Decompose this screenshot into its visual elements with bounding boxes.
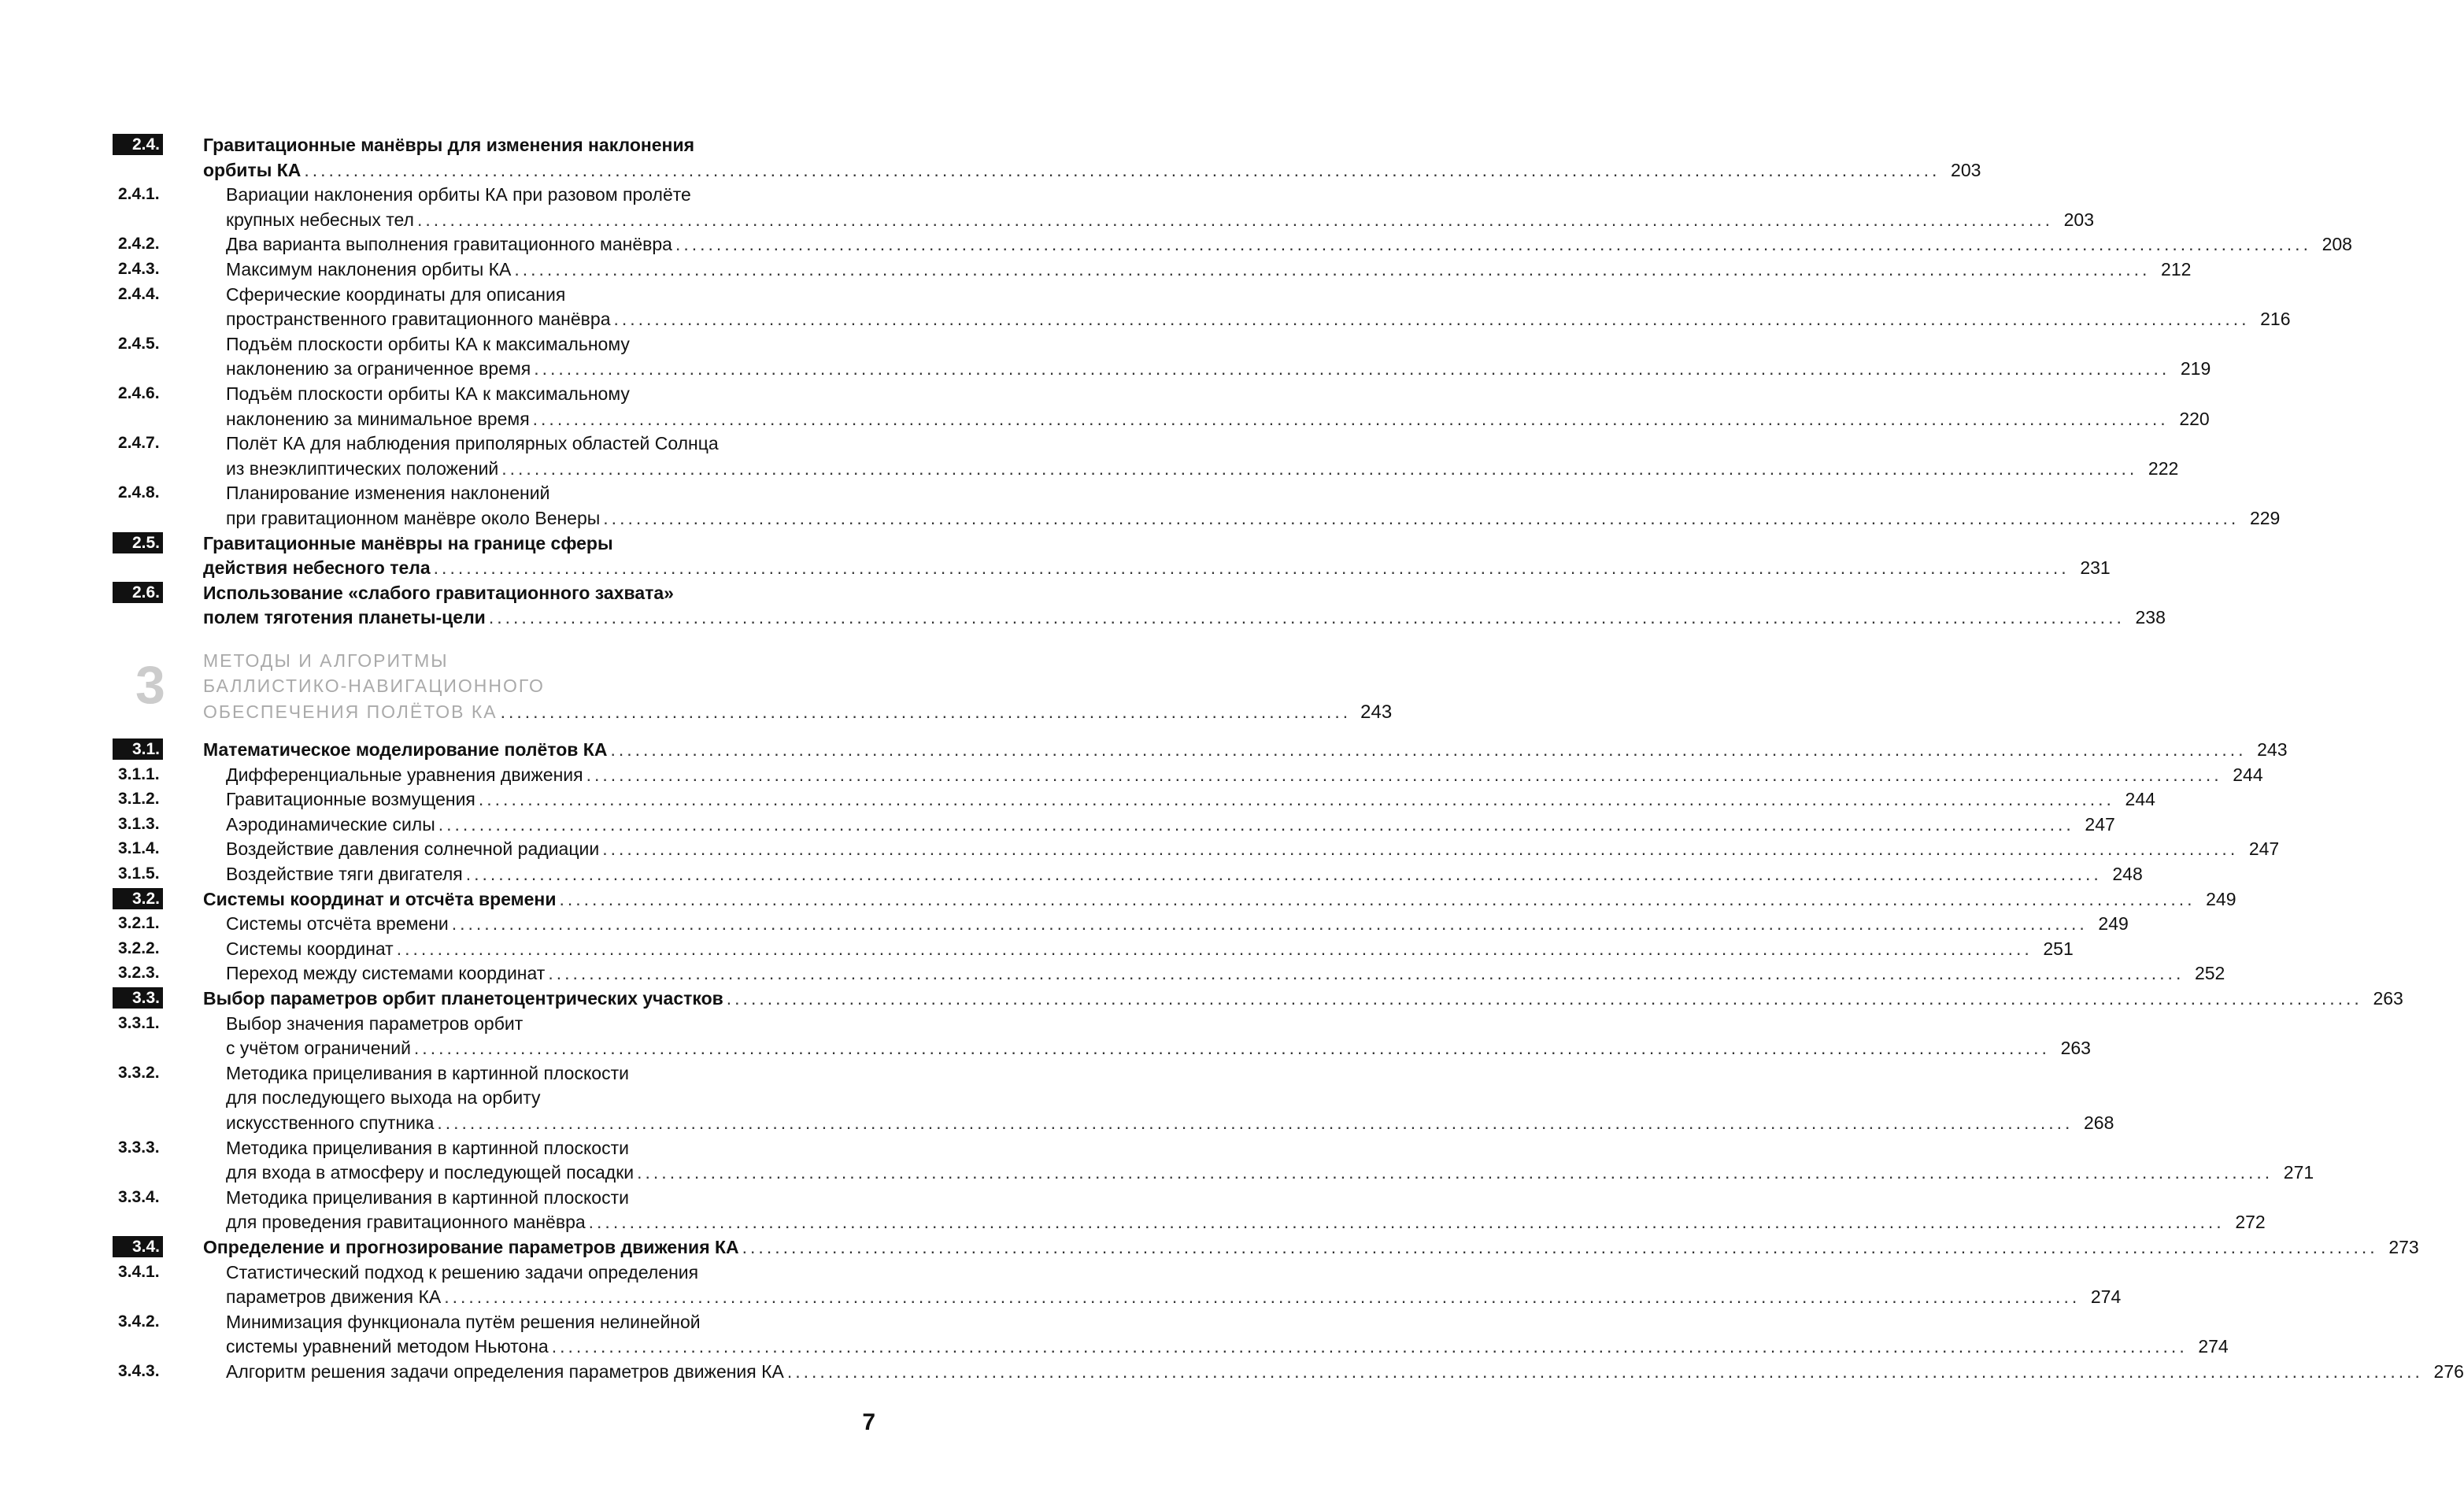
entry-title-text: системы уравнений методом Ньютона <box>226 1334 549 1359</box>
subsection-number: 3.3.4. <box>118 1186 181 1208</box>
entry-page-number: 229 <box>2244 505 2280 531</box>
dot-leader: ........................................................................................................................................................................................................ <box>304 157 1940 183</box>
subsection-number: 2.4.3. <box>118 258 181 279</box>
section-number-badge: 3.1. <box>113 738 163 760</box>
section-number-badge: 2.4. <box>113 134 163 155</box>
entry-title-line: Вариации наклонения орбиты КА при разовом пролёте <box>226 182 691 207</box>
subsection-number: 2.4.7. <box>118 432 181 453</box>
section-number-badge: 3.3. <box>113 987 163 1009</box>
entry-title-text: Системы координат <box>226 936 394 961</box>
entry-page-number: 263 <box>2367 986 2403 1011</box>
entry-title-text: орбиты КА <box>203 157 301 183</box>
entry-title-line: Полёт КА для наблюдения приполярных областей Солнца <box>226 431 719 456</box>
dot-leader: ........................................................................................................................................................................................................ <box>603 505 2239 531</box>
entry-title-text: Выбор параметров орбит планетоцентрических участков <box>203 986 723 1011</box>
entry-title-line <box>226 961 891 986</box>
entry-title-line: Сферические координаты для описания <box>226 282 565 307</box>
subsection-number: 2.4.6. <box>118 383 181 404</box>
entry-title-line <box>226 861 891 887</box>
entry-title-text: наклонению за ограниченное время <box>226 356 531 381</box>
entry-title-line <box>226 787 891 812</box>
entry-title-line: для последующего выхода на орбиту <box>226 1085 541 1110</box>
dot-leader: ........................................................................................................................................................................................................ <box>637 1160 2273 1185</box>
entry-page-number: 249 <box>2092 911 2129 936</box>
dot-leader: ........................................................................................................................................................................................................ <box>434 555 2070 580</box>
entry-title-text: для входа в атмосферу и последующей посадки <box>226 1160 634 1185</box>
entry-title-text: Математическое моделирование полётов КА <box>203 737 607 762</box>
entry-title-text: крупных небесных тел <box>226 207 414 232</box>
entry-title-text: Воздействие давления солнечной радиации <box>226 836 599 861</box>
entry-title-line <box>226 1359 891 1384</box>
entry-page-number: 243 <box>2251 737 2288 762</box>
dot-leader: ........................................................................................................................................................................................................ <box>417 207 2053 232</box>
subsection-number: 3.2.1. <box>118 912 181 934</box>
dot-leader: ........................................................................................................................................................................................................ <box>589 1209 2225 1234</box>
entry-title-line <box>226 1209 891 1234</box>
entry-title-line <box>203 1234 891 1260</box>
dot-leader: ........................................................................................................................................................................................................ <box>602 836 2238 861</box>
entry-title-text: полем тяготения планеты-цели <box>203 605 486 630</box>
subsection-number: 3.1.5. <box>118 863 181 884</box>
entry-title-line <box>226 1284 891 1309</box>
entry-title-text: Алгоритм решения задачи определения параметров движения КА <box>226 1359 784 1384</box>
entry-title-line <box>226 231 891 257</box>
entry-title-line <box>226 306 891 331</box>
subsection-number: 2.4.1. <box>118 183 181 205</box>
subsection-number: 3.1.3. <box>118 813 181 835</box>
dot-leader: ........................................................................................................................................................................................................ <box>727 986 2362 1011</box>
entry-title-text: Переход между системами координат <box>226 961 545 986</box>
entry-title-line <box>203 555 891 580</box>
subsection-number: 3.4.2. <box>118 1311 181 1332</box>
entry-page-number: 271 <box>2277 1160 2314 1185</box>
dot-leader: ........................................................................................................................................................................................................ <box>534 356 2170 381</box>
entry-page-number: 203 <box>2058 207 2094 232</box>
entry-title-line <box>203 986 891 1011</box>
dot-leader: ........................................................................................................................................................................................................ <box>610 737 2246 762</box>
entry-page-number: 247 <box>2243 836 2279 861</box>
subsection-number: 3.3.1. <box>118 1012 181 1034</box>
dot-leader: ........................................................................................................................................................................................................ <box>533 406 2169 431</box>
entry-title-line <box>226 1334 891 1359</box>
entry-page-number: 220 <box>2174 406 2210 431</box>
entry-title-text: искусственного спутника <box>226 1110 434 1135</box>
entry-title-line: Выбор значения параметров орбит <box>226 1011 523 1036</box>
dot-leader: ........................................................................................................................................................................................................ <box>466 861 2102 887</box>
entry-title-line <box>203 737 891 762</box>
entry-title-line <box>226 456 891 481</box>
entry-title-line: Использование «слабого гравитационного захвата» <box>203 580 674 605</box>
entry-title-line <box>226 1035 891 1060</box>
entry-page-number: 248 <box>2107 861 2143 887</box>
entry-title-line <box>226 1160 891 1185</box>
subsection-number: 3.2.3. <box>118 962 181 983</box>
dot-leader: ........................................................................................................................................................................................................ <box>548 961 2184 986</box>
entry-title-line: Минимизация функционала путём решения нелинейной <box>226 1309 701 1334</box>
subsection-number: 3.3.2. <box>118 1062 181 1083</box>
subsection-number: 3.4.3. <box>118 1360 181 1382</box>
entry-title-line: Методика прицеливания в картинной плоскости <box>226 1185 629 1210</box>
entry-title-text: Воздействие тяги двигателя <box>226 861 463 887</box>
entry-page-number: 252 <box>2188 961 2225 986</box>
entry-page-number: 274 <box>2085 1284 2121 1309</box>
dot-leader: ........................................................................................................................................................................................................ <box>438 812 2074 837</box>
dot-leader: ........................................................................................................................................................................................................ <box>514 257 2150 282</box>
entry-title-line <box>226 812 891 837</box>
entry-title-line <box>226 505 891 531</box>
entry-title-text: с учётом ограничений <box>226 1035 411 1060</box>
entry-title-line <box>226 356 891 381</box>
entry-page-number: 219 <box>2174 356 2211 381</box>
entry-page-number: 212 <box>2155 257 2191 282</box>
chapter-title-line-2: БАЛЛИСТИКО-НАВИГАЦИОННОГО <box>203 676 545 697</box>
dot-leader: ........................................................................................................................................................................................................ <box>742 1234 2378 1260</box>
entry-title-line: Гравитационные манёвры для изменения наклонения <box>203 132 694 157</box>
dot-leader: ........................................................................................................................................................................................................ <box>489 605 2125 630</box>
entry-title-line: Статистический подход к решению задачи определения <box>226 1260 698 1285</box>
entry-title-line <box>226 911 891 936</box>
entry-page-number: 216 <box>2255 306 2291 331</box>
dot-leader: ........................................................................................................................................................................................................ <box>414 1035 2050 1060</box>
entry-page-number: 208 <box>2316 231 2352 257</box>
entry-page-number: 247 <box>2079 812 2115 837</box>
entry-title-text: Системы отсчёта времени <box>226 911 449 936</box>
chapter-title-line-1: МЕТОДЫ И АЛГОРИТМЫ <box>203 650 449 672</box>
chapter-number: 3 <box>135 658 165 712</box>
entry-page-number: 276 <box>2428 1359 2464 1384</box>
dot-leader: ........................................................................................................ <box>501 699 1352 724</box>
dot-leader: ........................................................................................................................................................................................................ <box>501 456 2137 481</box>
section-number-badge: 3.4. <box>113 1236 163 1257</box>
chapter-title-line-3-row <box>203 699 891 724</box>
entry-title-text: Гравитационные возмущения <box>226 787 475 812</box>
subsection-number: 3.2.2. <box>118 938 181 959</box>
entry-page-number: 268 <box>2077 1110 2114 1135</box>
dot-leader: ........................................................................................................................................................................................................ <box>444 1284 2080 1309</box>
subsection-number: 2.4.4. <box>118 283 181 305</box>
entry-title-line: Методика прицеливания в картинной плоскости <box>226 1060 629 1086</box>
entry-title-line <box>203 157 891 183</box>
entry-page-number: 249 <box>2200 887 2236 912</box>
dot-leader: ........................................................................................................................................................................................................ <box>452 911 2088 936</box>
entry-page-number: 263 <box>2055 1035 2091 1060</box>
section-number-badge: 2.5. <box>113 532 163 553</box>
entry-page-number: 251 <box>2037 936 2074 961</box>
dot-leader: ........................................................................................................................................................................................................ <box>559 887 2195 912</box>
entry-page-number: 244 <box>2119 787 2155 812</box>
entry-title-line <box>226 257 891 282</box>
entry-title-line <box>226 1110 891 1135</box>
subsection-number: 3.1.1. <box>118 764 181 785</box>
entry-title-line: Подъём плоскости орбиты КА к максимальному <box>226 331 630 357</box>
entry-title-text: Два варианта выполнения гравитационного манёвра <box>226 231 672 257</box>
entry-page-number: 203 <box>1944 157 1981 183</box>
entry-title-text: для проведения гравитационного манёвра <box>226 1209 586 1234</box>
subsection-number: 3.3.3. <box>118 1137 181 1158</box>
entry-title-line <box>203 605 891 630</box>
entry-title-line <box>226 762 891 787</box>
subsection-number: 3.1.2. <box>118 788 181 809</box>
entry-page-number: 244 <box>2227 762 2263 787</box>
entry-title-line <box>226 406 891 431</box>
subsection-number: 3.1.4. <box>118 838 181 859</box>
entry-title-text: из внеэклиптических положений <box>226 456 498 481</box>
entry-title-line <box>226 836 891 861</box>
dot-leader: ........................................................................................................................................................................................................ <box>397 936 2033 961</box>
entry-title-line: Методика прицеливания в картинной плоскости <box>226 1135 629 1160</box>
dot-leader: ........................................................................................................................................................................................................ <box>675 231 2311 257</box>
dot-leader: ........................................................................................................................................................................................................ <box>552 1334 2188 1359</box>
entry-title-text: действия небесного тела <box>203 555 431 580</box>
entry-title-text: Дифференциальные уравнения движения <box>226 762 583 787</box>
entry-title-text: пространственного гравитационного манёвра <box>226 306 610 331</box>
entry-title-text: Определение и прогнозирование параметров движения КА <box>203 1234 739 1260</box>
entry-page-number: 274 <box>2192 1334 2229 1359</box>
entry-title-text: параметров движения КА <box>226 1284 441 1309</box>
dot-leader: ........................................................................................................................................................................................................ <box>787 1359 2423 1384</box>
entry-page-number: 272 <box>2229 1209 2266 1234</box>
entry-page-number: 238 <box>2129 605 2166 630</box>
chapter-page: 243 <box>1356 700 1392 725</box>
entry-title-text: Аэродинамические силы <box>226 812 435 837</box>
entry-title-line: Планирование изменения наклонений <box>226 480 549 505</box>
entry-page-number: 273 <box>2383 1234 2419 1260</box>
subsection-number: 2.4.2. <box>118 233 181 254</box>
entry-title-text: наклонению за минимальное время <box>226 406 530 431</box>
page-number: 7 <box>862 1409 875 1436</box>
entry-title-text: Максимум наклонения орбиты КА <box>226 257 511 282</box>
entry-title-line <box>226 936 891 961</box>
chapter-title-line-3: ОБЕСПЕЧЕНИЯ ПОЛЁТОВ КА <box>203 699 498 724</box>
entry-page-number: 231 <box>2074 555 2111 580</box>
subsection-number: 2.4.8. <box>118 482 181 503</box>
section-number-badge: 2.6. <box>113 582 163 603</box>
dot-leader: ........................................................................................................................................................................................................ <box>613 306 2249 331</box>
subsection-number: 2.4.5. <box>118 333 181 354</box>
entry-title-text: при гравитационном манёвре около Венеры <box>226 505 600 531</box>
entry-page-number: 222 <box>2142 456 2178 481</box>
dot-leader: ........................................................................................................................................................................................................ <box>479 787 2114 812</box>
subsection-number: 3.4.1. <box>118 1261 181 1283</box>
dot-leader: ........................................................................................................................................................................................................ <box>437 1110 2073 1135</box>
entry-title-line <box>203 887 891 912</box>
section-number-badge: 3.2. <box>113 888 163 909</box>
entry-title-text: Системы координат и отсчёта времени <box>203 887 556 912</box>
entry-title-line: Подъём плоскости орбиты КА к максимальному <box>226 381 630 406</box>
entry-title-line <box>226 207 891 232</box>
dot-leader: ........................................................................................................................................................................................................ <box>586 762 2222 787</box>
entry-title-line: Гравитационные манёвры на границе сферы <box>203 531 613 556</box>
